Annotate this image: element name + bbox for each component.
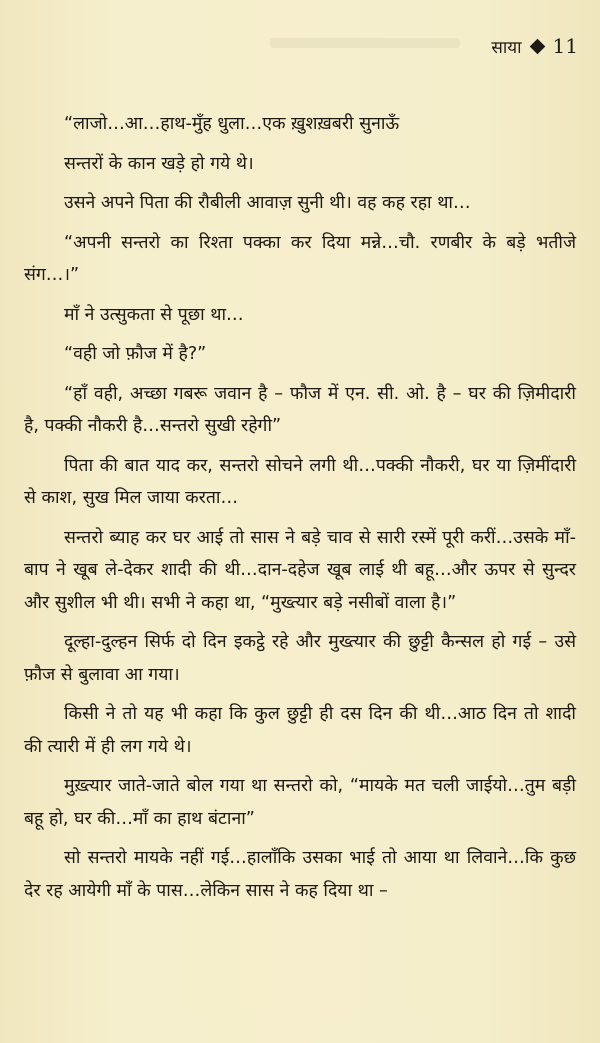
paragraph: किसी ने तो यह भी कहा कि कुल छुट्टी ही दस दिन की थी…आठ दिन तो शादी की त्यारी में ही लग गये थे। — [24, 704, 576, 757]
running-header — [491, 34, 578, 58]
paragraph: “अपनी सन्तरो का रिश्ता पक्का कर दिया मन्ने…चौ. रणबीर के बड़े भतीजे संग…।” — [24, 232, 576, 285]
story-text — [24, 108, 576, 914]
diamond-icon — [529, 38, 545, 54]
paragraph: “लाजो…आ…हाथ-मुँह धुला…एक ख़ुशख़बरी सुनाऊँ — [64, 114, 400, 134]
paragraph: मुख़्त्यार जाते-जाते बोल गया था सन्तरो को, “मायके मत चली जाईयो…तुम बड़ी बहू हो, घर की…माँ का हाथ बंटाना” — [24, 776, 576, 829]
page-number: 11 — [552, 34, 578, 58]
paragraph: “हाँ वही, अच्छा गबरू जवान है – फौज में एन. सी. ओ. है – घर की ज़िमीदारी है, पक्की नौकरी है…सन्तरो सुखी रहेगी” — [24, 383, 576, 436]
paragraph: सो सन्तरो मायके नहीं गई…हालाँकि उसका भाई तो आया था लिवाने…कि कुछ देर रह आयेगी माँ के पास…लेकिन सास ने कह दिया था – — [24, 848, 576, 901]
paragraph: उसने अपने पिता की रौबीली आवाज़ सुनी थी। वह कह रहा था… — [64, 193, 471, 213]
paragraph: सन्तरो ब्याह कर घर आई तो सास ने बड़े चाव से सारी रस्में पूरी करीं…उसके माँ-बाप ने खूब ले-देकर शादी की थी…दान-दहेज खूब लाई थी बहू…और ऊपर से सुन्दर और सुशील भी थी। सभी ने कहा था, “मुख्त्यार बड़े नसीबों वाला है।” — [24, 527, 576, 613]
paragraph: माँ ने उत्सुकता से पूछा था… — [64, 304, 244, 325]
bleed-through-text — [270, 38, 460, 48]
paragraph: सन्तरों के कान खड़े हो गये थे। — [64, 153, 254, 174]
header-title: साया — [491, 37, 522, 58]
paragraph: दूल्हा-दुल्हन सिर्फ दो दिन इकट्ठे रहे और मुख्त्यार की छुट्टी कैन्सल हो गई – उसे फ़ौज से बुलावा आ गया। — [24, 632, 576, 685]
paragraph: पिता की बात याद कर, सन्तरो सोचने लगी थी…पक्की नौकरी, घर या ज़िमींदारी से काश, सुख मिल जाया करता… — [24, 455, 576, 508]
paragraph: “वही जो फ़ौज में है?” — [64, 344, 207, 364]
